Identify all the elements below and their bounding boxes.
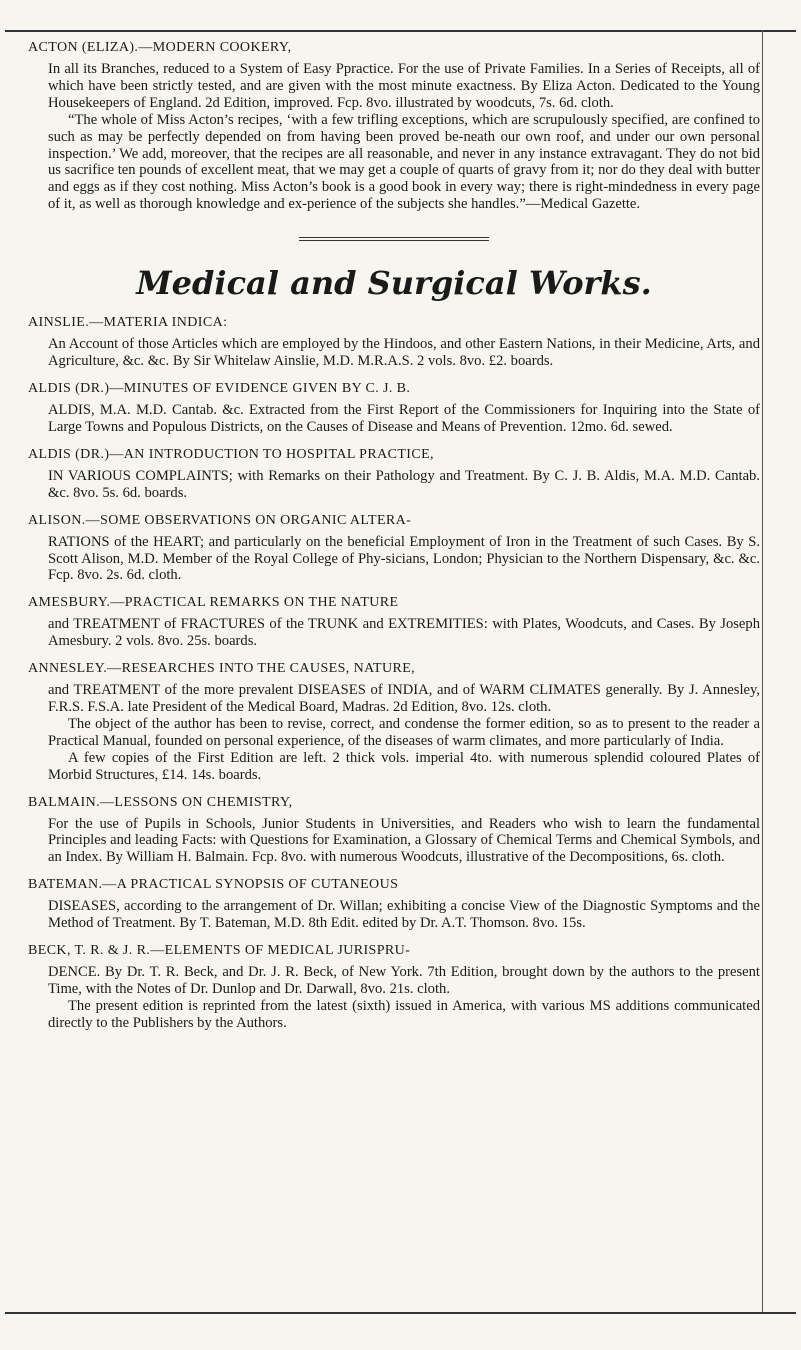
entry-alison — [28, 507, 760, 585]
section-title: Medical and Surgical Works. — [136, 264, 652, 303]
section-divider — [299, 237, 489, 241]
entry-amesbury — [28, 589, 760, 650]
entry-review-quote: “The whole of Miss Acton’s recipes, ‘with a few trifling exceptions, which are scrupulously specified, are confined to such as may be perfectly depended on from having been proved be-neath our own roof, and under our own personal inspection.’ We add, moreover, that the recipes are all reasonable, and never in any instance extravagant. They do not bid us sacrifice ten pounds of excellent meat, that we may get a couple of quarts of gravy from it; nor do they deal with butter and eggs as if they cost nothing. Miss Acton’s book is a good book in every way; there is right-mindedness in every page of it, as well as thorough knowledge and ex-perience of the subjects she handles.”—Medical Gazette. — [48, 111, 760, 213]
entry-text: RATIONS of the HEART; and particularly on the beneficial Employment of Iron in the Treatment of such Cases. By S. Scott Alison, M.D. Member of the Royal College of Phy-sicians, London; Physician to the Northern Dispensary, &c. &c. Fcp. 8vo. 2s. 6d. cloth. — [48, 533, 760, 584]
bottom-rule — [5, 1312, 796, 1314]
entry-heading: ACTON (ELIZA).—MODERN COOKERY, — [28, 40, 292, 55]
entry-text: ALDIS, M.A. M.D. Cantab. &c. Extracted from the First Report of the Commissioners for Inquiring into the State of Large Towns and Populous Districts, on the Causes of Disease and Means of Prevention. 12mo. 6d. sewed. — [48, 401, 760, 435]
entry-text: An Account of those Articles which are employed by the Hindoos, and other Eastern Nations, in their Medicine, Arts, and Agriculture, &c. &c. By Sir Whitelaw Ainslie, M.D. M.R.A.S. 2 vols. 8vo. £2. boards. — [48, 336, 760, 370]
entry-heading: AINSLIE.—MATERIA INDICA: — [28, 315, 228, 331]
top-rule — [5, 30, 796, 32]
entry-text: In all its Branches, reduced to a System of Easy Ppractice. For the use of Private Families. In a Series of Receipts, all of which have been strictly tested, and are given with the most minute exactness. By Eliza Acton. Dedicated to the Young Housekeepers of England. 2d Edition, improved. Fcp. 8vo. illustrated by woodcuts, 7s. 6d. cloth. — [48, 61, 760, 111]
entry-text: and TREATMENT of FRACTURES of the TRUNK and EXTREMITIES: with Plates, Woodcuts, and Cases. By Joseph Amesbury. 2 vols. 8vo. 25s. boards. — [48, 616, 760, 650]
entry-bateman — [28, 871, 760, 932]
entry-ainslie — [28, 309, 760, 370]
entry-heading: BECK, T. R. & J. R.—ELEMENTS OF MEDICAL JURISPRU- — [28, 943, 411, 959]
entry-heading: ALDIS (DR.)—AN INTRODUCTION TO HOSPITAL PRACTICE, — [28, 446, 434, 462]
entry-note: The object of the author has been to revise, correct, and condense the former edition, so as to present to the reader a Practical Manual, founded on personal experience, of the diseases of warm climates, and more particularly of India. — [48, 715, 760, 749]
entry-heading: AMESBURY.—PRACTICAL REMARKS ON THE NATURE — [28, 595, 399, 611]
entry-text: DENCE. By Dr. T. R. Beck, and Dr. J. R. Beck, of New York. 7th Edition, brought down by the authors to the present Time, with the Notes of Dr. Dunlop and Dr. Darwall, 8vo. 21s. cloth. — [48, 964, 760, 997]
right-margin-line — [762, 30, 763, 1312]
entry-note: A few copies of the First Edition are left. 2 thick vols. imperial 4to. with numerous splendid coloured Plates of Morbid Structures, £14. 14s. boards. — [48, 749, 760, 783]
entry-aldis-hospital — [28, 441, 760, 502]
entry-note: The present edition is reprinted from the latest (sixth) issued in America, with various MS additions communicated directly to the Publishers by the Authors. — [48, 997, 760, 1031]
page-content — [28, 34, 760, 1032]
entry-acton — [28, 34, 760, 213]
entry-heading: BALMAIN.—LESSONS ON CHEMISTRY, — [28, 794, 293, 810]
entry-annesley — [28, 655, 760, 783]
entry-text: For the use of Pupils in Schools, Junior Students in Universities, and Readers who wish to learn the fundamental Principles and leading Facts: with Questions for Examination, a Glossary of Chemical Terms and Chemical Symbols, and an Index. By William H. Balmain. Fcp. 8vo. with numerous Woodcuts, illustrative of the Decompositions, 6s. cloth. — [48, 815, 760, 866]
entry-text: DISEASES, according to the arrangement of Dr. Willan; exhibiting a concise View of the Diagnostic Symptoms and the Method of Treatment. By T. Bateman, M.D. 8th Edit. edited by Dr. A.T. Thomson. 8vo. 15s. — [48, 898, 760, 932]
entry-balmain — [28, 789, 760, 867]
entry-text: and TREATMENT of the more prevalent DISEASES of INDIA, and of WARM CLIMATES generally. By J. Annesley, F.R.S. F.S.A. late President of the Medical Board, Madras. 2d Edition, 8vo. 12s. cloth. — [48, 682, 760, 716]
entry-heading: BATEMAN.—A PRACTICAL SYNOPSIS OF CUTANEOUS — [28, 877, 399, 893]
entry-heading: ALDIS (DR.)—MINUTES OF EVIDENCE GIVEN BY C. J. B. — [28, 380, 411, 396]
entry-heading: ALISON.—SOME OBSERVATIONS ON ORGANIC ALTERA- — [28, 512, 412, 528]
entry-heading: ANNESLEY.—RESEARCHES INTO THE CAUSES, NATURE, — [28, 661, 416, 677]
entry-aldis-minutes — [28, 375, 760, 436]
entry-text: IN VARIOUS COMPLAINTS; with Remarks on their Pathology and Treatment. By C. J. B. Aldis, M.A. M.D. Cantab. &c. 8vo. 5s. 6d. boards. — [48, 467, 760, 501]
entry-beck — [28, 937, 760, 1032]
